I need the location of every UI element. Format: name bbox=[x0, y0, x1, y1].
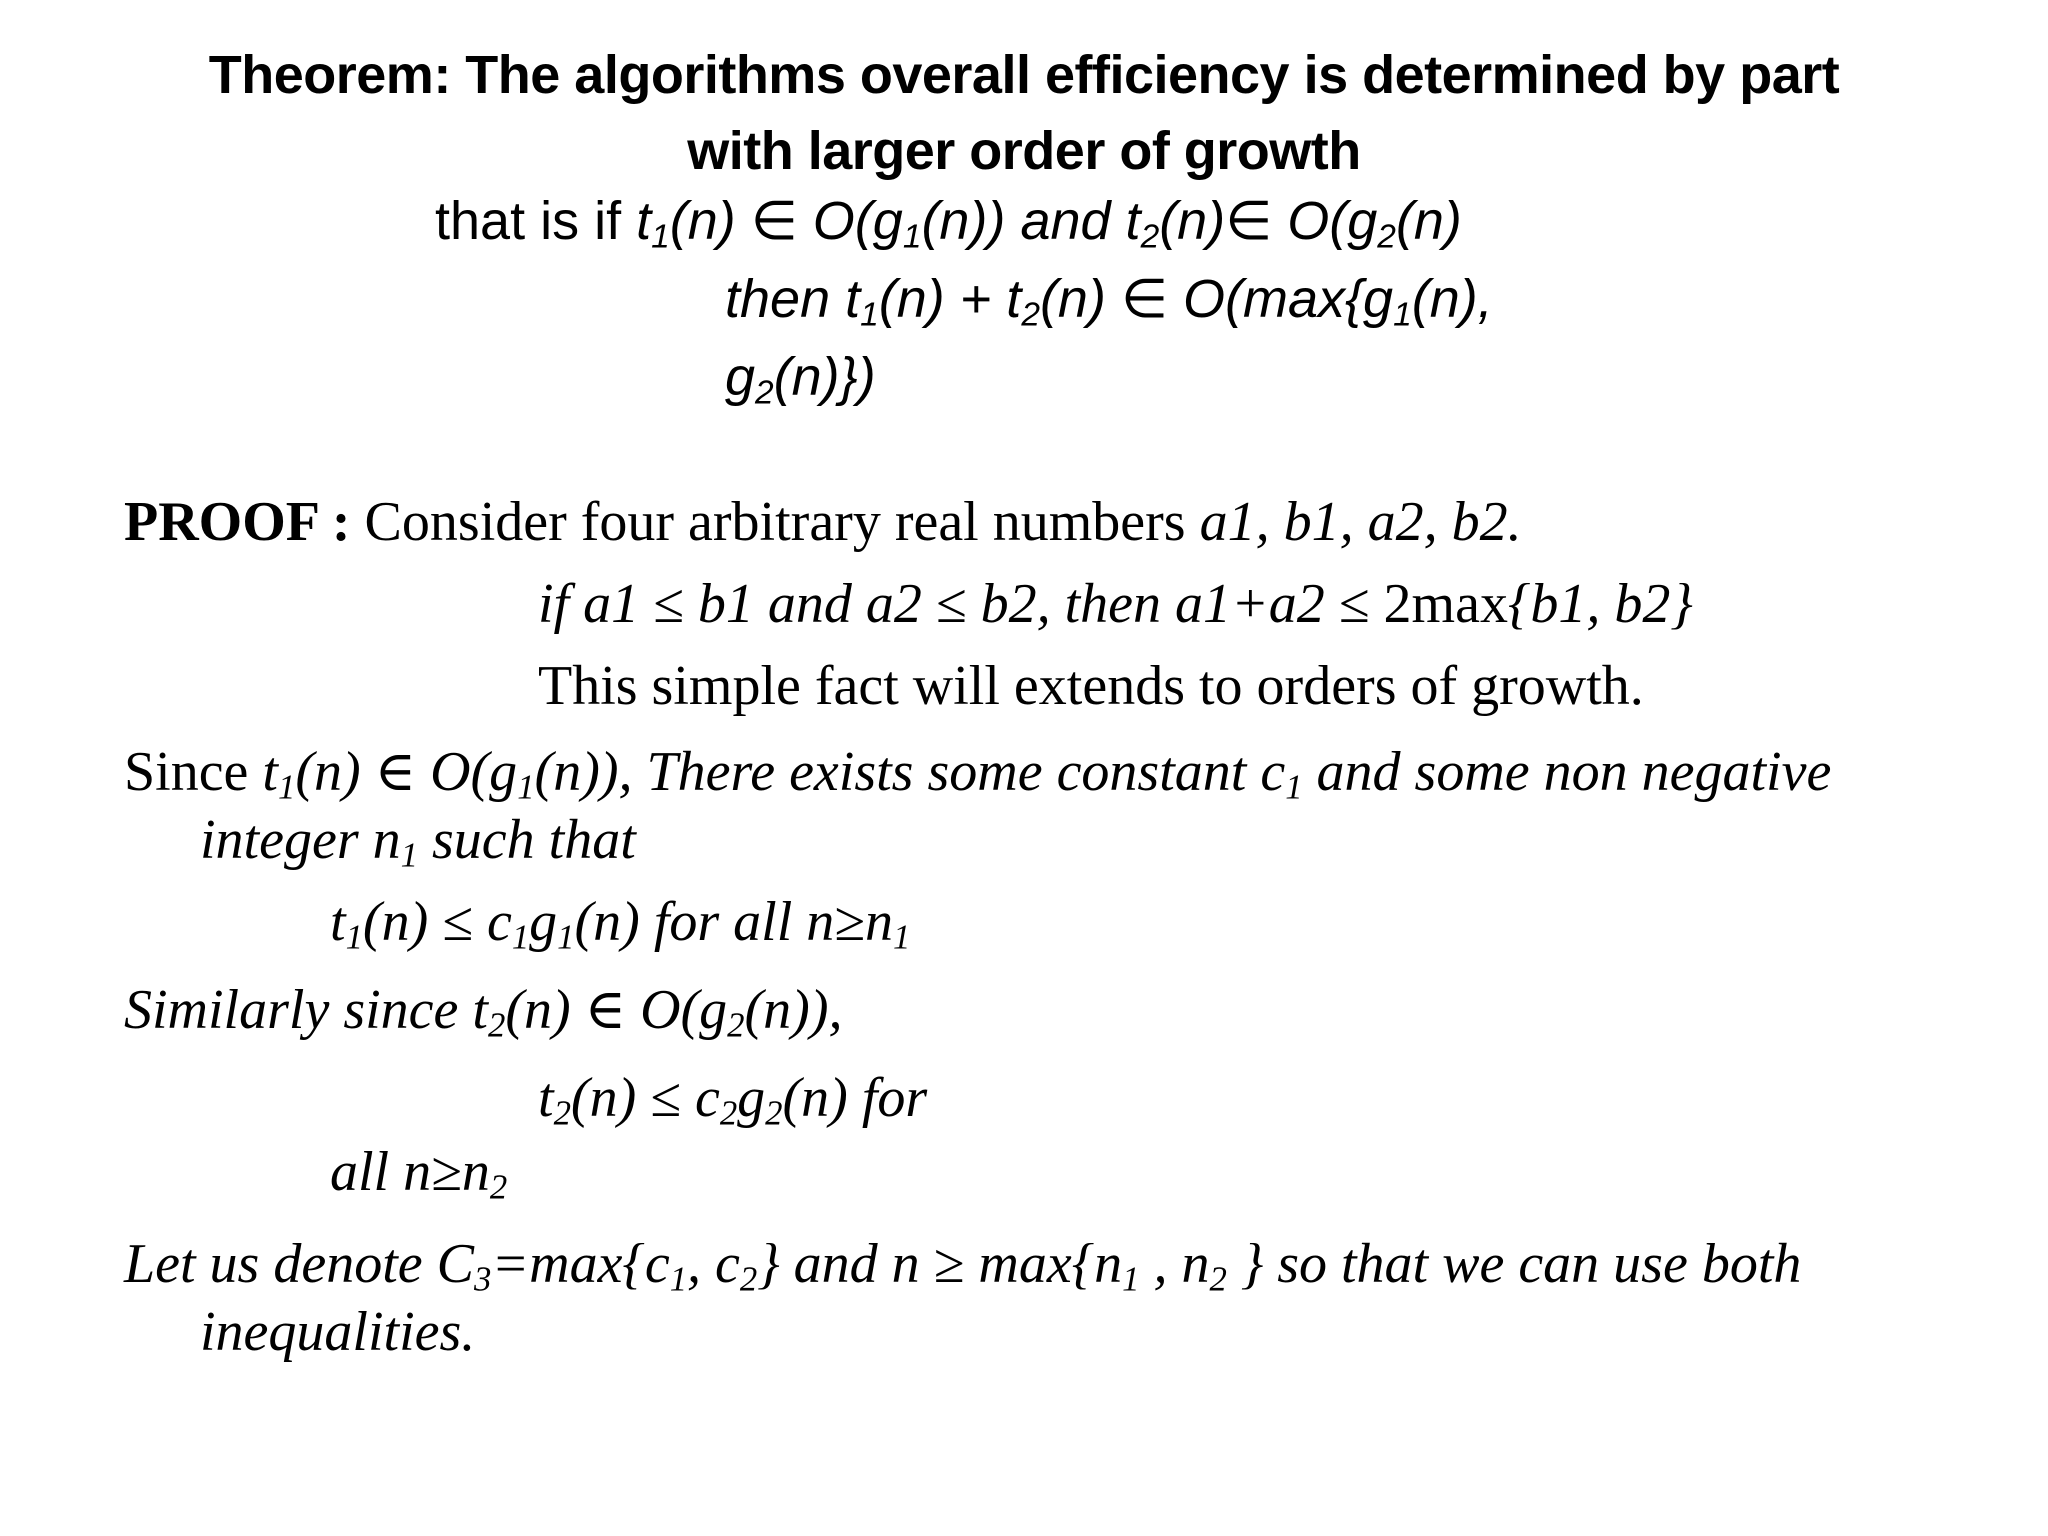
proof-line-bound1: $t_1(n) \le c_1g_1(n)$ for all $n\ge n_1$ bbox=[330, 891, 911, 957]
proof-line-all-n: all $n\ge n_2$ bbox=[330, 1141, 508, 1207]
theorem-statement-line2: then $t_1(n) + t_2(n)$ ∈ $O(\max\{g_1(n)$, bbox=[725, 269, 1493, 334]
theorem-statement-line3: $g_2(n)$}) bbox=[725, 347, 876, 412]
proof-line-inequalities: inequalities. bbox=[200, 1301, 476, 1363]
proof-line-denote: Let us denote $C_3=\max\{c_1$, $c_2$} and $n \ge \max\{n_1$ , $n_2$ } so that we can use both bbox=[124, 1233, 1802, 1299]
theorem-title-line1: Theorem: The algorithms overall efficiency is determined by part bbox=[208, 45, 1840, 105]
proof-line-integer: integer $n_1$ such that bbox=[200, 809, 636, 875]
proof-line-similarly: Similarly since $t_2(n)$ ∈ $O(g_2(n))$, bbox=[124, 979, 843, 1045]
proof-line-since: Since $t_1(n)$ ∈ $O(g_1(n))$, There exists some constant $c_1$ and some non negative bbox=[124, 741, 1832, 807]
theorem-statement-line1: that is if $t_1(n)$ ∈ $O(g_1(n))$ and $t_2(n)\in$ $O(g_2(n)$ bbox=[435, 191, 1462, 256]
proof-line-intro: PROOF : Consider four arbitrary real numbers a1, b1, a2, b2. bbox=[124, 491, 1522, 553]
proof-line-inequality: if a1 ≤ b1 and a2 ≤ b2, then a1+a2 ≤ 2max{b1, b2} bbox=[538, 573, 1693, 635]
proof-line-fact: This simple fact will extends to orders of growth. bbox=[538, 655, 1644, 717]
theorem-title-line2: with larger order of growth bbox=[687, 121, 1361, 181]
proof-line-bound2: $t_2(n) \le c_2g_2(n)$ for bbox=[538, 1067, 928, 1133]
